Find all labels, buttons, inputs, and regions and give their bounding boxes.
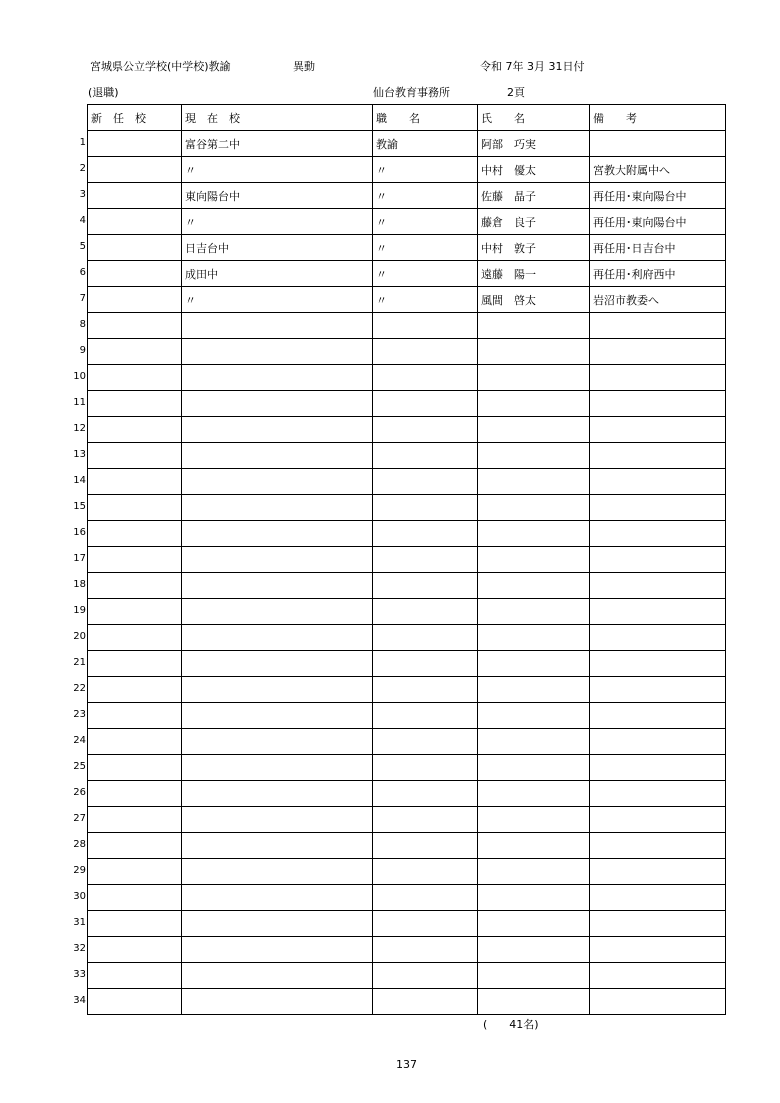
cell-name (478, 963, 590, 989)
row-number: 5 (79, 241, 86, 252)
cell-name: 中村 敦子 (478, 235, 590, 261)
row-number: 17 (73, 553, 86, 564)
table-row (88, 859, 726, 885)
cell-position (373, 911, 478, 937)
cell-position (373, 365, 478, 391)
row-number: 29 (73, 865, 86, 876)
cell-current-school (182, 989, 373, 1015)
cell-name (478, 339, 590, 365)
cell-name (478, 885, 590, 911)
cell-name: 中村 優太 (478, 157, 590, 183)
cell-current-school: 〃 (182, 157, 373, 183)
table-row (88, 365, 726, 391)
cell-position (373, 729, 478, 755)
column-header-note: 備 考 (590, 105, 726, 131)
row-number: 30 (73, 891, 86, 902)
office-name: 仙台教育事務所 (373, 86, 450, 99)
cell-note (590, 443, 726, 469)
cell-position: 〃 (373, 287, 478, 313)
row-number: 1 (79, 137, 86, 148)
cell-new-school (88, 521, 182, 547)
cell-position (373, 833, 478, 859)
cell-new-school (88, 287, 182, 313)
table-row (88, 313, 726, 339)
cell-current-school (182, 729, 373, 755)
cell-name (478, 521, 590, 547)
cell-name (478, 469, 590, 495)
row-number: 19 (73, 605, 86, 616)
cell-name (478, 443, 590, 469)
table-row (88, 989, 726, 1015)
cell-note (590, 365, 726, 391)
cell-position (373, 573, 478, 599)
cell-current-school (182, 859, 373, 885)
cell-current-school (182, 495, 373, 521)
row-number-column (62, 104, 86, 1014)
row-number: 3 (79, 189, 86, 200)
cell-new-school (88, 963, 182, 989)
cell-current-school (182, 911, 373, 937)
row-number: 25 (73, 761, 86, 772)
cell-current-school: 富谷第二中 (182, 131, 373, 157)
row-number: 9 (79, 345, 86, 356)
cell-position (373, 651, 478, 677)
cell-position: 〃 (373, 235, 478, 261)
cell-current-school (182, 755, 373, 781)
cell-new-school (88, 599, 182, 625)
cell-current-school: 〃 (182, 287, 373, 313)
cell-current-school (182, 521, 373, 547)
cell-position: 教諭 (373, 131, 478, 157)
table-row (88, 625, 726, 651)
table-row (88, 703, 726, 729)
cell-new-school (88, 703, 182, 729)
row-number: 15 (73, 501, 86, 512)
cell-current-school (182, 391, 373, 417)
cell-position (373, 859, 478, 885)
cell-current-school (182, 937, 373, 963)
cell-new-school (88, 131, 182, 157)
row-number: 7 (79, 293, 86, 304)
table-row (88, 209, 726, 235)
cell-name (478, 703, 590, 729)
cell-new-school (88, 833, 182, 859)
page-number: 137 (396, 1058, 417, 1071)
cell-position (373, 781, 478, 807)
cell-note (590, 469, 726, 495)
cell-new-school (88, 573, 182, 599)
cell-position (373, 391, 478, 417)
cell-new-school (88, 547, 182, 573)
cell-note (590, 651, 726, 677)
cell-current-school (182, 313, 373, 339)
cell-position (373, 547, 478, 573)
cell-position (373, 937, 478, 963)
cell-name (478, 833, 590, 859)
table-row (88, 391, 726, 417)
row-number: 20 (73, 631, 86, 642)
cell-name (478, 573, 590, 599)
table-row (88, 157, 726, 183)
table-body (88, 131, 726, 1015)
cell-note (590, 729, 726, 755)
cell-note: 再任用･日吉台中 (590, 235, 726, 261)
cell-new-school (88, 989, 182, 1015)
cell-position (373, 703, 478, 729)
cell-position: 〃 (373, 157, 478, 183)
cell-name: 藤倉 良子 (478, 209, 590, 235)
cell-note (590, 417, 726, 443)
row-number: 14 (73, 475, 86, 486)
cell-new-school (88, 651, 182, 677)
cell-note (590, 495, 726, 521)
cell-position (373, 339, 478, 365)
cell-name (478, 651, 590, 677)
cell-current-school (182, 573, 373, 599)
cell-current-school (182, 885, 373, 911)
cell-position (373, 989, 478, 1015)
row-number: 13 (73, 449, 86, 460)
cell-new-school (88, 339, 182, 365)
cell-name (478, 911, 590, 937)
cell-new-school (88, 443, 182, 469)
cell-new-school (88, 729, 182, 755)
cell-current-school: 日吉台中 (182, 235, 373, 261)
cell-current-school (182, 599, 373, 625)
row-number: 31 (73, 917, 86, 928)
cell-current-school (182, 547, 373, 573)
row-number: 12 (73, 423, 86, 434)
cell-current-school (182, 469, 373, 495)
cell-name (478, 547, 590, 573)
cell-note (590, 573, 726, 599)
cell-position (373, 521, 478, 547)
cell-position (373, 313, 478, 339)
cell-new-school (88, 807, 182, 833)
cell-name (478, 729, 590, 755)
row-number: 33 (73, 969, 86, 980)
cell-new-school (88, 313, 182, 339)
row-number: 11 (73, 397, 86, 408)
table-row (88, 573, 726, 599)
cell-position (373, 963, 478, 989)
cell-position (373, 417, 478, 443)
document-kind: 異動 (293, 60, 315, 73)
cell-new-school (88, 183, 182, 209)
cell-name: 風間 啓太 (478, 287, 590, 313)
cell-new-school (88, 209, 182, 235)
cell-new-school (88, 911, 182, 937)
total-count: ( 41名) (483, 1018, 539, 1031)
cell-new-school (88, 625, 182, 651)
column-header-name: 氏 名 (478, 105, 590, 131)
column-header-new-school: 新 任 校 (88, 105, 182, 131)
table-row (88, 807, 726, 833)
row-number: 34 (73, 995, 86, 1006)
row-number: 32 (73, 943, 86, 954)
cell-note (590, 391, 726, 417)
cell-note (590, 885, 726, 911)
table-row (88, 781, 726, 807)
cell-note: 再任用･利府西中 (590, 261, 726, 287)
cell-position (373, 807, 478, 833)
cell-new-school (88, 885, 182, 911)
cell-note (590, 989, 726, 1015)
cell-current-school (182, 365, 373, 391)
table-row (88, 287, 726, 313)
row-number: 24 (73, 735, 86, 746)
cell-note: 岩沼市教委へ (590, 287, 726, 313)
table-row (88, 937, 726, 963)
cell-new-school (88, 417, 182, 443)
document-title: 宮城県公立学校(中学校)教諭 (90, 60, 231, 73)
cell-name: 阿部 巧実 (478, 131, 590, 157)
table-row (88, 547, 726, 573)
table-row (88, 235, 726, 261)
cell-position (373, 885, 478, 911)
row-number: 4 (79, 215, 86, 226)
column-header-position: 職 名 (373, 105, 478, 131)
table-row (88, 521, 726, 547)
cell-name (478, 677, 590, 703)
cell-position: 〃 (373, 209, 478, 235)
table-row (88, 755, 726, 781)
cell-position (373, 599, 478, 625)
table-row (88, 599, 726, 625)
cell-name (478, 807, 590, 833)
cell-note: 再任用･東向陽台中 (590, 209, 726, 235)
cell-note (590, 599, 726, 625)
cell-position (373, 625, 478, 651)
column-header-current-school: 現 在 校 (182, 105, 373, 131)
cell-name (478, 599, 590, 625)
table-row (88, 417, 726, 443)
cell-current-school (182, 339, 373, 365)
row-number: 22 (73, 683, 86, 694)
cell-new-school (88, 677, 182, 703)
row-number: 2 (79, 163, 86, 174)
cell-name (478, 937, 590, 963)
cell-note: 再任用･東向陽台中 (590, 183, 726, 209)
cell-name: 佐藤 晶子 (478, 183, 590, 209)
cell-note (590, 339, 726, 365)
cell-note (590, 703, 726, 729)
table-row (88, 183, 726, 209)
row-number: 23 (73, 709, 86, 720)
cell-note (590, 859, 726, 885)
cell-name (478, 625, 590, 651)
cell-note (590, 937, 726, 963)
cell-note (590, 833, 726, 859)
cell-note (590, 313, 726, 339)
cell-name (478, 495, 590, 521)
row-number: 18 (73, 579, 86, 590)
cell-current-school (182, 833, 373, 859)
table-row (88, 469, 726, 495)
cell-new-school (88, 781, 182, 807)
cell-name (478, 781, 590, 807)
cell-current-school (182, 677, 373, 703)
cell-current-school (182, 443, 373, 469)
cell-name (478, 859, 590, 885)
table-row (88, 885, 726, 911)
cell-new-school (88, 469, 182, 495)
cell-name: 遠藤 陽一 (478, 261, 590, 287)
cell-position (373, 495, 478, 521)
table-row (88, 131, 726, 157)
table-row (88, 261, 726, 287)
cell-note (590, 677, 726, 703)
cell-new-school (88, 157, 182, 183)
row-number: 27 (73, 813, 86, 824)
cell-new-school (88, 261, 182, 287)
cell-new-school (88, 937, 182, 963)
cell-new-school (88, 235, 182, 261)
cell-current-school (182, 781, 373, 807)
row-number: 26 (73, 787, 86, 798)
cell-position (373, 469, 478, 495)
cell-note (590, 755, 726, 781)
cell-name (478, 417, 590, 443)
row-number: 21 (73, 657, 86, 668)
cell-current-school (182, 417, 373, 443)
cell-current-school: 成田中 (182, 261, 373, 287)
cell-current-school: 〃 (182, 209, 373, 235)
cell-note (590, 131, 726, 157)
cell-new-school (88, 365, 182, 391)
cell-note (590, 521, 726, 547)
cell-position (373, 677, 478, 703)
cell-new-school (88, 859, 182, 885)
table-row (88, 651, 726, 677)
row-number: 6 (79, 267, 86, 278)
table-row (88, 495, 726, 521)
cell-note (590, 781, 726, 807)
effective-date: 令和 7年 3月 31日付 (480, 60, 585, 73)
table-row (88, 443, 726, 469)
cell-note (590, 625, 726, 651)
table-row (88, 833, 726, 859)
cell-current-school (182, 625, 373, 651)
cell-new-school (88, 755, 182, 781)
cell-name (478, 365, 590, 391)
table-row (88, 911, 726, 937)
row-number: 28 (73, 839, 86, 850)
cell-new-school (88, 495, 182, 521)
cell-new-school (88, 391, 182, 417)
table-row (88, 963, 726, 989)
cell-position (373, 755, 478, 781)
cell-current-school (182, 963, 373, 989)
cell-current-school: 東向陽台中 (182, 183, 373, 209)
cell-current-school (182, 703, 373, 729)
table-header-row (88, 105, 726, 131)
table-row (88, 729, 726, 755)
cell-note: 宮教大附属中へ (590, 157, 726, 183)
table-row (88, 677, 726, 703)
cell-current-school (182, 651, 373, 677)
cell-note (590, 807, 726, 833)
cell-current-school (182, 807, 373, 833)
cell-note (590, 547, 726, 573)
table-row (88, 339, 726, 365)
cell-position: 〃 (373, 261, 478, 287)
cell-name (478, 755, 590, 781)
cell-position (373, 443, 478, 469)
cell-note (590, 911, 726, 937)
personnel-table (87, 104, 726, 1015)
cell-name (478, 989, 590, 1015)
row-number: 10 (73, 371, 86, 382)
cell-name (478, 391, 590, 417)
row-number: 16 (73, 527, 86, 538)
row-number: 8 (79, 319, 86, 330)
document-subtitle: (退職) (88, 86, 119, 99)
cell-name (478, 313, 590, 339)
page-label: 2頁 (507, 86, 525, 99)
cell-note (590, 963, 726, 989)
cell-position: 〃 (373, 183, 478, 209)
